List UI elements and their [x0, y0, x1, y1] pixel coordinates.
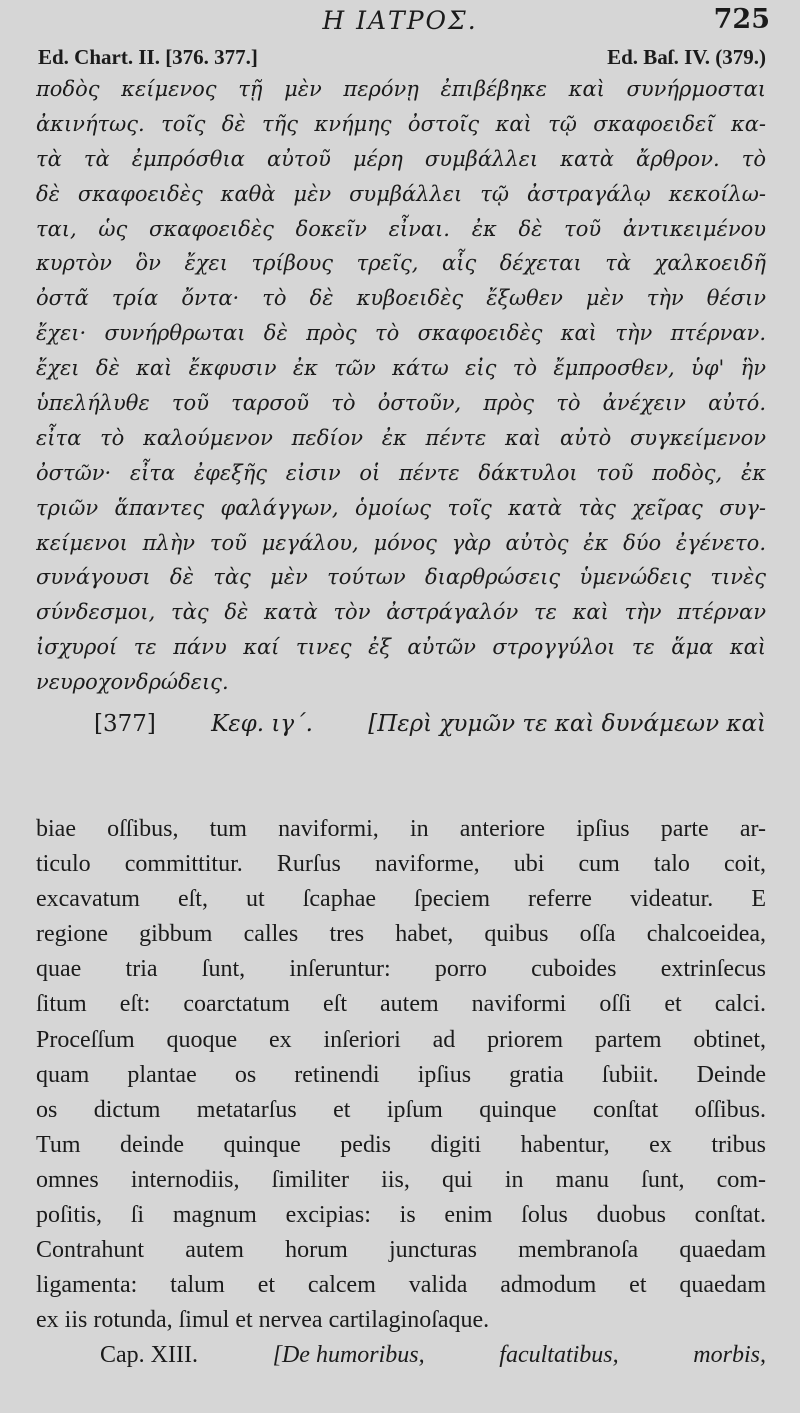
greek-chapter-label: Κεφ. ιγ΄.	[211, 711, 313, 737]
text-line: ligamenta: talum et calcem valida admodum et quaedam	[36, 1272, 766, 1299]
page-number: 725	[713, 4, 770, 35]
text-line: ſitum eſt: coarctatum eſt autem naviformi oſſi et calci.	[36, 991, 766, 1018]
text-line: ται, ὡς σκαφοειδὲς δοκεῖν εἶναι. ἐκ δὲ τοῦ ἀντικειμένου	[36, 216, 766, 241]
greek-chapter-title: [Περὶ χυμῶν τε καὶ δυνάμεων καὶ	[368, 711, 766, 737]
text-line: quam plantae os retinendi ipſius gratia ſubiit. Deinde	[36, 1061, 766, 1088]
text-line: regione gibbum calles tres habet, quibus oſſa chalcoeidea,	[36, 921, 766, 948]
text-line: ὀστῶν· εἶτα ἐφεξῆς εἰσιν οἱ πέντε δάκτυλοι τοῦ ποδὸς, ἐκ	[36, 460, 766, 485]
text-line: τριῶν ἅπαντες φαλάγγων, ὁμοίως τοῖς κατὰ τὰς χεῖρας συγ-	[36, 495, 766, 520]
text-line: κυρτὸν ὃν ἔχει τρίβους τρεῖς, αἷς δέχεται τὰ χαλκοειδῆ	[36, 251, 766, 276]
latin-chapter-title-part: facultatibus,	[499, 1342, 619, 1368]
text-line: excavatum eſt, ut ſcaphae ſpeciem referre videatur. E	[36, 886, 766, 913]
latin-chapter-label: Cap. XIII.	[100, 1342, 198, 1368]
text-line: biae oſſibus, tum naviformi, in anteriore ipſius parte ar-	[36, 816, 766, 842]
chapter-page-marker: [377]	[94, 711, 156, 737]
text-line: Contrahunt autem horum juncturas membranoſa quaedam	[36, 1237, 766, 1264]
text-line: νευροχονδρώδεις.	[36, 670, 229, 695]
text-line: ὀστᾶ τρία ὄντα· τὸ δὲ κυβοειδὲς ἔξωθεν μὲν τὴν θέσιν	[36, 286, 766, 311]
text-line: poſitis, ſi magnum excipias: is enim ſolus duobus conſtat.	[36, 1202, 766, 1229]
text-line: ἔχει δὲ καὶ ἔκφυσιν ἐκ τῶν κάτω εἰς τὸ ἔμπροσθεν, ὑφ' ἣν	[36, 356, 766, 381]
text-line: ἔχει· συνήρθρωται δὲ πρὸς τὸ σκαφοειδὲς καὶ τὴν πτέρναν.	[36, 321, 766, 346]
text-line: ἰσχυροί τε πάνυ καί τινες ἐξ αὐτῶν στρογγύλοι τε ἅμα καὶ	[36, 635, 766, 660]
text-line: quae tria ſunt, inſeruntur: porro cuboides extrinſecus	[36, 956, 766, 983]
greek-text-block	[36, 72, 766, 700]
text-line: δὲ σκαφοειδὲς καθὰ μὲν συμβάλλει τῷ ἀστραγάλῳ κεκοίλω-	[36, 181, 766, 206]
edition-reference-right: Ed. Baſ. IV. (379.)	[607, 45, 766, 69]
text-line: συνάγουσι δὲ τὰς μὲν τούτων διαρθρώσεις ὑμενώδεις τινὲς	[36, 565, 766, 590]
text-line: ὑπελήλυθε τοῦ ταρσοῦ τὸ ὀστοῦν, πρὸς τὸ ἀνέχειν αὐτό.	[36, 391, 766, 416]
text-line: ex iis rotunda, ſimul et nervea cartilaginoſaque.	[36, 1307, 490, 1334]
text-line: σύνδεσμοι, τὰς δὲ κατὰ τὸν ἀστράγαλόν τε καὶ τὴν πτέρναν	[36, 600, 766, 625]
latin-text-block	[36, 812, 766, 1338]
text-line: κείμενοι πλὴν τοῦ μεγάλου, μόνος γὰρ αὐτὸς ἐκ δύο ἐγένετο.	[36, 530, 766, 555]
edition-reference-left: Ed. Chart. II. [376. 377.]	[38, 45, 258, 69]
latin-chapter-heading	[100, 1342, 766, 1369]
text-line: ἀκινήτως. τοῖς δὲ τῆς κνήμης ὀστοῖς καὶ τῷ σκαφοειδεῖ κα-	[36, 111, 766, 136]
latin-chapter-title-part: [De humoribus,	[272, 1342, 425, 1368]
text-line: ποδὸς κείμενος τῇ μὲν περόνῃ ἐπιβέβηκε καὶ συνήρμοσται	[36, 77, 766, 101]
running-head-title: Η ΙΑΤΡΟΣ.	[322, 6, 478, 35]
text-line: Proceſſum quoque ex inſeriori ad priorem partem obtinet,	[36, 1026, 766, 1053]
text-line: os dictum metatarſus et ipſum quinque conſtat oſſibus.	[36, 1096, 766, 1123]
greek-chapter-heading	[94, 711, 766, 737]
text-line: τὰ τὰ ἐμπρόσθια αὐτοῦ μέρη συμβάλλει κατὰ ἄρθρον. τὸ	[36, 146, 766, 171]
text-line: ticulo committitur. Rurſus naviforme, ubi cum talo coit,	[36, 851, 766, 878]
text-line: Tum deinde quinque pedis digiti habentur, ex tribus	[36, 1131, 766, 1158]
text-line: εἶτα τὸ καλούμενον πεδίον ἐκ πέντε καὶ αὐτὸ συγκείμενον	[36, 425, 766, 450]
text-line: omnes internodiis, ſimiliter iis, qui in manu ſunt, com-	[36, 1166, 766, 1193]
latin-chapter-title-part: morbis,	[693, 1342, 766, 1368]
